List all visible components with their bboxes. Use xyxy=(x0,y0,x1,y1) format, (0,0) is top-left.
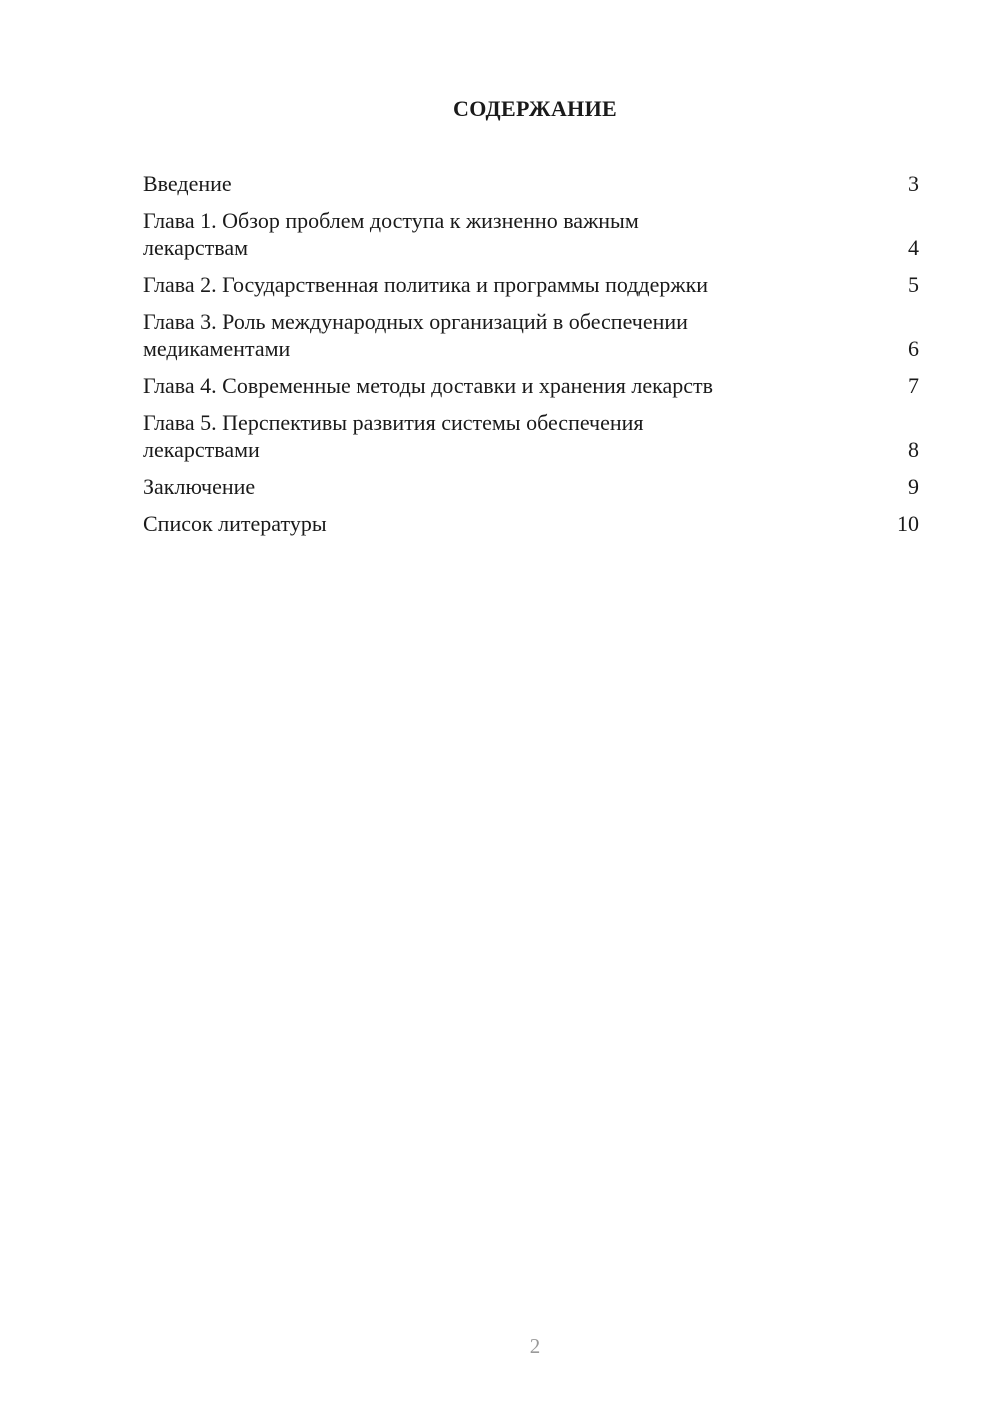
toc-entry-page: 8 xyxy=(908,437,919,462)
toc-entry-page: 9 xyxy=(908,474,919,499)
toc-entry-title: Глава 1. Обзор проблем доступа к жизненно важным xyxy=(143,208,639,233)
toc-entry-title: Глава 2. Государственная политика и программы поддержки xyxy=(143,272,709,297)
toc-entry-title: Введение xyxy=(143,171,232,196)
toc-entry-title-continued: лекарствам xyxy=(143,235,249,260)
toc-entry-chapter-3[interactable] xyxy=(143,308,919,362)
toc-entry-title: Заключение xyxy=(143,474,256,499)
toc-entry-chapter-1[interactable] xyxy=(143,207,919,261)
toc-entry-page: 6 xyxy=(908,336,919,361)
toc-entry-conclusion[interactable] xyxy=(143,473,919,500)
toc-entry-references[interactable] xyxy=(143,510,919,537)
toc-entry-title: Глава 3. Роль международных организаций в обеспечении xyxy=(143,309,688,334)
page-title: СОДЕРЖАНИЕ xyxy=(453,96,617,121)
toc-entry-title: Список литературы xyxy=(143,511,327,536)
toc-entry-page: 4 xyxy=(908,235,919,260)
toc-entry-chapter-5[interactable] xyxy=(143,409,919,463)
toc-entry-chapter-4[interactable] xyxy=(143,372,919,399)
page-number: 2 xyxy=(529,1334,541,1358)
toc-entry-title: Глава 5. Перспективы развития системы обеспечения xyxy=(143,410,644,435)
toc-entry-title: Глава 4. Современные методы доставки и хранения лекарств xyxy=(143,373,714,398)
toc-entry-page: 7 xyxy=(908,373,919,398)
table-of-contents xyxy=(143,170,919,547)
toc-entry-title-continued: лекарствами xyxy=(143,437,260,462)
toc-entry-page: 3 xyxy=(908,171,919,196)
toc-entry-introduction[interactable] xyxy=(143,170,919,197)
toc-entry-page: 5 xyxy=(908,272,919,297)
toc-entry-title-continued: медикаментами xyxy=(143,336,291,361)
toc-entry-page: 10 xyxy=(897,511,919,536)
toc-entry-chapter-2[interactable] xyxy=(143,271,919,298)
